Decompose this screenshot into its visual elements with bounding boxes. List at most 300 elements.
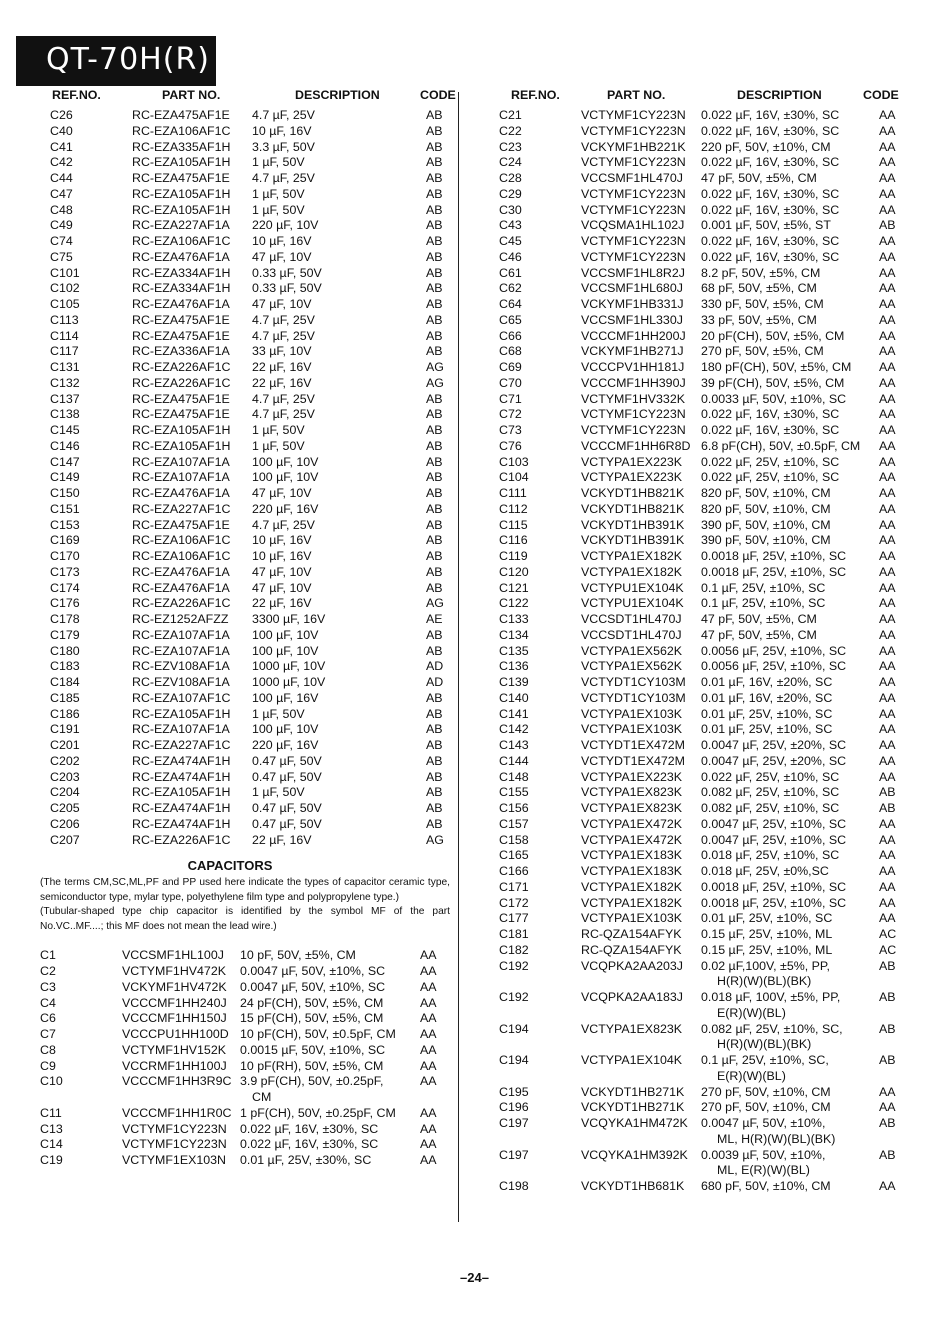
table-row: [485, 1085, 930, 1101]
code: AB: [426, 423, 443, 437]
code: AB: [879, 1053, 896, 1067]
part-no: RC-EZA334AF1H: [132, 281, 231, 296]
code: AA: [879, 816, 896, 831]
code: AB: [426, 344, 443, 359]
description: 1 pF(CH), 50V, ±0.25pF, CM: [240, 1105, 396, 1120]
ref-no: C116: [499, 533, 528, 548]
code: AB: [426, 486, 443, 500]
table-row: [40, 948, 460, 964]
code: AG: [426, 375, 444, 390]
description: 1 µF, 50V: [252, 186, 305, 201]
code: AA: [879, 423, 896, 437]
table-row: [485, 455, 930, 471]
code: AA: [879, 171, 896, 185]
part-no: RC-EZA106AF1C: [132, 123, 231, 138]
description: 0.0047 µF, 50V, ±10%, SC: [240, 979, 386, 994]
table-row: [40, 155, 460, 171]
part-no: RC-EZA474AF1H: [132, 769, 231, 784]
ref-no: C141: [499, 706, 529, 721]
ref-no: C29: [499, 186, 522, 201]
part-no: RC-EZA106AF1C: [132, 234, 231, 248]
part-no: VCKYMF1HB271J: [581, 344, 684, 359]
description: 0.0047 µF, 25V, ±10%, SC: [701, 832, 847, 847]
capacitor-parts-list: [40, 948, 460, 1169]
table-row: [40, 124, 460, 140]
table-row: [40, 171, 460, 187]
description: 10 µF, 16V: [252, 234, 312, 248]
part-no: VCTYPA1EX562K: [581, 643, 683, 658]
code: AA: [879, 108, 896, 122]
ref-no: C136: [499, 659, 529, 674]
description: 220 µF, 16V: [252, 501, 319, 516]
description: 0.022 µF, 16V, ±30%, SC: [701, 249, 840, 264]
part-no: VCKYMF1HV472K: [122, 979, 227, 994]
ref-no: C192: [499, 990, 529, 1004]
description: 0.022 µF, 16V, ±30%, SC: [240, 1121, 379, 1136]
header-code: CODE: [863, 88, 899, 102]
part-no: RC-EZA105AF1H: [132, 202, 231, 217]
description: 0.082 µF, 25V, ±10%, SC: [701, 785, 840, 800]
table-row: [40, 549, 460, 565]
table-row: [485, 581, 930, 597]
code: AA: [879, 186, 896, 201]
part-no: VCTYMF1EX103N: [122, 1153, 226, 1167]
ref-no: C30: [499, 202, 522, 217]
code: AB: [426, 501, 443, 516]
ref-no: C42: [50, 155, 73, 170]
description: 3.3 µF, 50V: [252, 139, 315, 154]
description: 0.022 µF, 25V, ±10%, SC: [701, 769, 840, 784]
right-header: [485, 88, 930, 108]
ref-no: C171: [499, 879, 529, 894]
code: AB: [426, 454, 443, 469]
description: 47 µF, 10V: [252, 580, 312, 595]
description: 0.15 µF, 25V, ±10%, ML: [701, 927, 833, 941]
ref-no: C40: [50, 123, 73, 138]
ref-no: C182: [499, 942, 529, 957]
table-row: [485, 691, 930, 707]
table-row: [485, 738, 930, 754]
ref-no: C64: [499, 297, 522, 311]
code: AB: [426, 738, 443, 752]
description: 0.1 µF, 25V, ±10%, SC: [701, 596, 826, 611]
table-row: [40, 980, 460, 996]
ref-no: C172: [499, 895, 529, 910]
part-no: VCTYMF1CY223N: [581, 155, 686, 170]
description: 0.0047 µF, 25V, ±20%, SC: [701, 753, 847, 768]
part-no: VCTYMF1CY223N: [581, 249, 686, 264]
table-row: [40, 644, 460, 660]
code: AA: [879, 123, 896, 138]
part-no: RC-QZA154AFYK: [581, 927, 682, 941]
ref-no: C131: [50, 360, 80, 374]
code: AA: [879, 722, 896, 737]
ref-no: C151: [50, 501, 80, 516]
ref-no: C9: [40, 1058, 56, 1073]
ref-no: C145: [50, 423, 80, 437]
ref-no: C157: [499, 816, 529, 831]
code: AB: [426, 816, 443, 831]
table-row: [485, 817, 930, 833]
table-row: [40, 392, 460, 408]
part-no: RC-EZA474AF1H: [132, 816, 231, 831]
ref-no: C148: [499, 769, 529, 784]
code: AD: [426, 675, 444, 689]
ref-no: C177: [499, 911, 529, 926]
description: 10 pF(RH), 50V, ±5%, CM: [240, 1058, 384, 1073]
part-no: VCCCMF1HH240J: [122, 995, 227, 1010]
description: 1 µF, 50V: [252, 202, 305, 217]
table-row: [40, 329, 460, 345]
code: AB: [426, 171, 443, 185]
description: 47 pF, 50V, ±5%, CM: [701, 171, 817, 185]
description: 0.15 µF, 25V, ±10%, ML: [701, 942, 833, 957]
part-no: VCTYPA1EX223K: [581, 769, 683, 784]
part-no: RC-EZA475AF1E: [132, 312, 230, 327]
ref-no: C1: [40, 948, 56, 963]
description: 4.7 µF, 25V: [252, 108, 315, 122]
ref-no: C14: [40, 1137, 63, 1152]
code: AA: [879, 1100, 896, 1115]
code: AA: [879, 596, 896, 611]
table-row: [40, 140, 460, 156]
description: 1000 µF, 10V: [252, 675, 326, 689]
part-no: VCTYMF1HV472K: [122, 964, 226, 978]
ref-no: C45: [499, 234, 522, 248]
code: AB: [879, 785, 896, 800]
table-row: [40, 1106, 460, 1122]
ref-no: C201: [50, 738, 80, 752]
code: AA: [420, 948, 437, 963]
part-no: VCQYKA1HM392K: [581, 1147, 688, 1162]
code: AA: [879, 265, 896, 280]
table-row: [485, 896, 930, 912]
code: AA: [879, 328, 896, 343]
code: AA: [879, 1179, 896, 1193]
ref-no: C192: [499, 958, 529, 973]
code: AB: [879, 958, 896, 973]
header-part: PART NO.: [607, 88, 666, 102]
part-no: VCTYPA1EX223K: [581, 454, 683, 469]
part-no: VCQPKA2AA203J: [581, 958, 683, 973]
model-title: QT-70H(R): [16, 36, 216, 86]
ref-no: C102: [50, 281, 80, 296]
part-no: RC-QZA154AFYK: [581, 942, 682, 957]
description-line-2: H(R)(W)(BL)(BK): [717, 974, 812, 989]
part-no: RC-EZA475AF1E: [132, 517, 230, 532]
description-line-2: H(R)(W)(BL)(BK): [717, 1037, 812, 1052]
table-row: [485, 612, 930, 628]
table-row: [485, 234, 930, 250]
table-row: [40, 722, 460, 738]
description: 68 pF, 50V, ±5%, CM: [701, 281, 817, 296]
ref-no: C198: [499, 1179, 529, 1193]
description: 820 pF, 50V, ±10%, CM: [701, 486, 831, 500]
ref-no: C166: [499, 864, 529, 878]
code: AB: [879, 801, 896, 815]
description: 10 pF, 50V, ±5%, CM: [240, 948, 356, 963]
code: AA: [420, 1137, 437, 1152]
code: AB: [879, 990, 896, 1004]
ref-no: C191: [50, 722, 80, 737]
ref-no: C207: [50, 832, 80, 847]
description: 0.0047 µF, 25V, ±20%, SC: [701, 738, 847, 752]
ref-no: C61: [499, 265, 522, 280]
description: 0.47 µF, 50V: [252, 753, 322, 768]
right-column: [485, 88, 930, 1195]
code: AA: [879, 139, 896, 154]
table-row: [40, 455, 460, 471]
part-no: VCKYMF1HB221K: [581, 139, 686, 154]
code: AA: [879, 470, 896, 485]
ref-no: C7: [40, 1027, 56, 1041]
description: 100 µF, 10V: [252, 470, 319, 485]
table-row: [40, 1011, 460, 1027]
part-no: VCKYDT1HB271K: [581, 1100, 685, 1115]
part-no: RC-EZA226AF1C: [132, 832, 231, 847]
part-no: VCTYPA1EX103K: [581, 706, 683, 721]
ref-no: C179: [50, 627, 80, 642]
ref-no: C132: [50, 375, 80, 390]
description: 47 µF, 10V: [252, 249, 312, 264]
table-row: [40, 817, 460, 833]
part-no: VCTYMF1CY223N: [581, 108, 686, 122]
table-row: [40, 738, 460, 754]
table-row: [485, 376, 930, 392]
part-no: RC-EZA106AF1C: [132, 533, 231, 548]
part-no: RC-EZA475AF1E: [132, 328, 230, 343]
part-no: VCQPKA2AA183J: [581, 990, 683, 1004]
code: AA: [879, 202, 896, 217]
description: 1 µF, 50V: [252, 706, 305, 721]
part-no: VCTYPU1EX104K: [581, 596, 684, 611]
part-no: RC-EZA475AF1E: [132, 391, 230, 406]
description: 22 µF, 16V: [252, 360, 312, 374]
table-row: [40, 518, 460, 534]
part-no: VCCCMF1HH150J: [122, 1011, 227, 1026]
description: 0.1 µF, 25V, ±10%, SC: [701, 580, 826, 595]
description: 0.0018 µF, 25V, ±10%, SC: [701, 564, 847, 579]
part-no: RC-EZA227AF1C: [132, 501, 231, 516]
code: AA: [879, 864, 896, 878]
table-row: [485, 1116, 930, 1148]
description: 22 µF, 16V: [252, 832, 312, 847]
part-no: RC-EZA476AF1A: [132, 249, 230, 264]
ref-no: C69: [499, 360, 522, 374]
table-row: [40, 754, 460, 770]
part-no: RC-EZA476AF1A: [132, 580, 230, 595]
description: 0.018 µF, 25V, ±0%,SC: [701, 864, 829, 878]
code: AB: [426, 391, 443, 406]
code: AB: [426, 470, 443, 485]
code: AB: [426, 297, 443, 311]
code: AA: [879, 612, 896, 626]
description: 100 µF, 10V: [252, 722, 319, 737]
table-row: [40, 281, 460, 297]
description: 0.47 µF, 50V: [252, 769, 322, 784]
ref-no: C147: [50, 454, 80, 469]
ref-no: C144: [499, 753, 529, 768]
code: AC: [879, 927, 897, 941]
ref-no: C103: [499, 454, 529, 469]
ref-no: C73: [499, 423, 522, 437]
code: AB: [426, 234, 443, 248]
description: 270 pF, 50V, ±10%, CM: [701, 1100, 831, 1115]
code: AA: [879, 486, 896, 500]
description: 4.7 µF, 25V: [252, 391, 315, 406]
ref-no: C21: [499, 108, 522, 122]
description: 10 µF, 16V: [252, 533, 312, 548]
description: 100 µF, 10V: [252, 454, 319, 469]
table-row: [40, 203, 460, 219]
ref-no: C115: [499, 517, 528, 532]
code: AA: [879, 234, 896, 248]
description: 3.9 pF(CH), 50V, ±0.25pF,: [240, 1074, 384, 1089]
description-line-2: E(R)(W)(BL): [717, 1068, 786, 1083]
ref-no: C183: [50, 659, 80, 674]
table-row: [485, 1100, 930, 1116]
ref-no: C23: [499, 139, 522, 154]
ref-no: C134: [499, 627, 529, 642]
table-row: [40, 770, 460, 786]
description: 4.7 µF, 25V: [252, 517, 315, 532]
part-no: VCKYDT1HB391K: [581, 533, 685, 548]
ref-no: C156: [499, 801, 529, 815]
description: 0.47 µF, 50V: [252, 801, 322, 815]
description: 0.0039 µF, 50V, ±10%,: [701, 1147, 826, 1162]
header-ref: REF.NO.: [511, 88, 560, 102]
header-ref: REF.NO.: [52, 88, 101, 102]
code: AA: [879, 360, 896, 374]
part-no: RC-EZA226AF1C: [132, 596, 231, 611]
part-no: VCCSMF1HL330J: [581, 312, 683, 327]
description: 0.018 µF, 100V, ±5%, PP,: [701, 990, 841, 1004]
code: AA: [879, 344, 896, 359]
ref-no: C178: [50, 612, 80, 626]
description: 0.022 µF, 16V, ±30%, SC: [240, 1137, 379, 1152]
table-row: [485, 1053, 930, 1085]
part-no: VCCCMF1HH3R9C: [122, 1074, 232, 1089]
description: 0.022 µF, 16V, ±30%, SC: [701, 202, 840, 217]
code: AB: [426, 186, 443, 201]
table-row: [40, 439, 460, 455]
table-row: [485, 171, 930, 187]
code: AA: [879, 675, 896, 689]
description: 0.082 µF, 25V, ±10%, SC,: [701, 1021, 843, 1036]
description: 1 µF, 50V: [252, 785, 305, 800]
part-no: VCTYPA1EX223K: [581, 470, 683, 485]
header-desc: DESCRIPTION: [295, 88, 380, 102]
description: 10 µF, 16V: [252, 123, 312, 138]
description: 0.01 µF, 25V, ±10%, SC: [701, 706, 833, 721]
part-no: RC-EZA105AF1H: [132, 785, 231, 800]
table-row: [485, 124, 930, 140]
description: 15 pF(CH), 50V, ±5%, CM: [240, 1011, 384, 1026]
part-no: RC-EZA107AF1A: [132, 643, 230, 658]
part-no: VCTYPA1EX182K: [581, 879, 683, 894]
description: 100 µF, 10V: [252, 627, 319, 642]
part-no: VCTYPU1EX104K: [581, 580, 684, 595]
code: AB: [879, 1116, 896, 1130]
part-no: RC-EZ1252AFZZ: [132, 612, 229, 626]
code: AA: [879, 1084, 896, 1099]
part-no: VCQYKA1HM472K: [581, 1116, 688, 1130]
ref-no: C138: [50, 407, 80, 422]
ref-no: C65: [499, 312, 522, 327]
part-no: VCTYMF1CY223N: [581, 407, 686, 422]
table-row: [485, 392, 930, 408]
description: 22 µF, 16V: [252, 375, 312, 390]
description: 0.022 µF, 16V, ±30%, SC: [701, 123, 840, 138]
description: 0.082 µF, 25V, ±10%, SC: [701, 801, 840, 815]
code: AB: [426, 785, 443, 800]
description: 0.47 µF, 50V: [252, 816, 322, 831]
table-row: [485, 943, 930, 959]
code: AA: [420, 1027, 437, 1041]
description: 0.022 µF, 16V, ±30%, SC: [701, 186, 840, 201]
part-no: RC-EZA226AF1C: [132, 360, 231, 374]
code: AB: [879, 1021, 896, 1036]
part-no: RC-EZA474AF1H: [132, 753, 231, 768]
left-parts-list: [40, 108, 460, 848]
table-row: [40, 581, 460, 597]
ref-no: C185: [50, 690, 80, 705]
table-row: [40, 423, 460, 439]
description: 22 µF, 16V: [252, 596, 312, 611]
part-no: VCTYMF1CY223N: [581, 423, 686, 437]
part-no: RC-EZA476AF1A: [132, 486, 230, 500]
ref-no: C66: [499, 328, 522, 343]
code: AB: [426, 407, 443, 422]
part-no: VCCSMF1HL470J: [581, 171, 683, 185]
ref-no: C135: [499, 643, 529, 658]
code: AB: [426, 706, 443, 721]
code: AA: [879, 297, 896, 311]
code: AB: [426, 312, 443, 327]
ref-no: C104: [499, 470, 529, 485]
table-row: [40, 1074, 460, 1106]
table-row: [485, 313, 930, 329]
code: AB: [426, 690, 443, 705]
table-row: [485, 297, 930, 313]
ref-no: C204: [50, 785, 80, 800]
table-row: [485, 927, 930, 943]
code: AA: [420, 1121, 437, 1136]
ref-no: C105: [50, 297, 80, 311]
code: AB: [426, 580, 443, 595]
description: 4.7 µF, 25V: [252, 171, 315, 185]
description-line-2: E(R)(W)(BL): [717, 1005, 786, 1020]
table-row: [40, 833, 460, 849]
part-no: VCTYMF1CY223N: [581, 123, 686, 138]
code: AG: [426, 832, 444, 847]
part-no: VCTYPA1EX182K: [581, 895, 683, 910]
code: AA: [879, 627, 896, 642]
ref-no: C28: [499, 171, 522, 185]
table-row: [40, 533, 460, 549]
code: AB: [426, 722, 443, 737]
description: 0.01 µF, 25V, ±10%, SC: [701, 911, 833, 926]
part-no: VCTYPA1EX472K: [581, 816, 683, 831]
code: AA: [879, 911, 896, 926]
part-no: VCCSMF1HL680J: [581, 281, 683, 296]
ref-no: C120: [499, 564, 529, 579]
ref-no: C19: [40, 1153, 63, 1167]
part-no: RC-EZA475AF1E: [132, 108, 230, 122]
table-row: [40, 1043, 460, 1059]
description: 0.022 µF, 16V, ±30%, SC: [701, 423, 840, 437]
description: 1 µF, 50V: [252, 423, 305, 437]
